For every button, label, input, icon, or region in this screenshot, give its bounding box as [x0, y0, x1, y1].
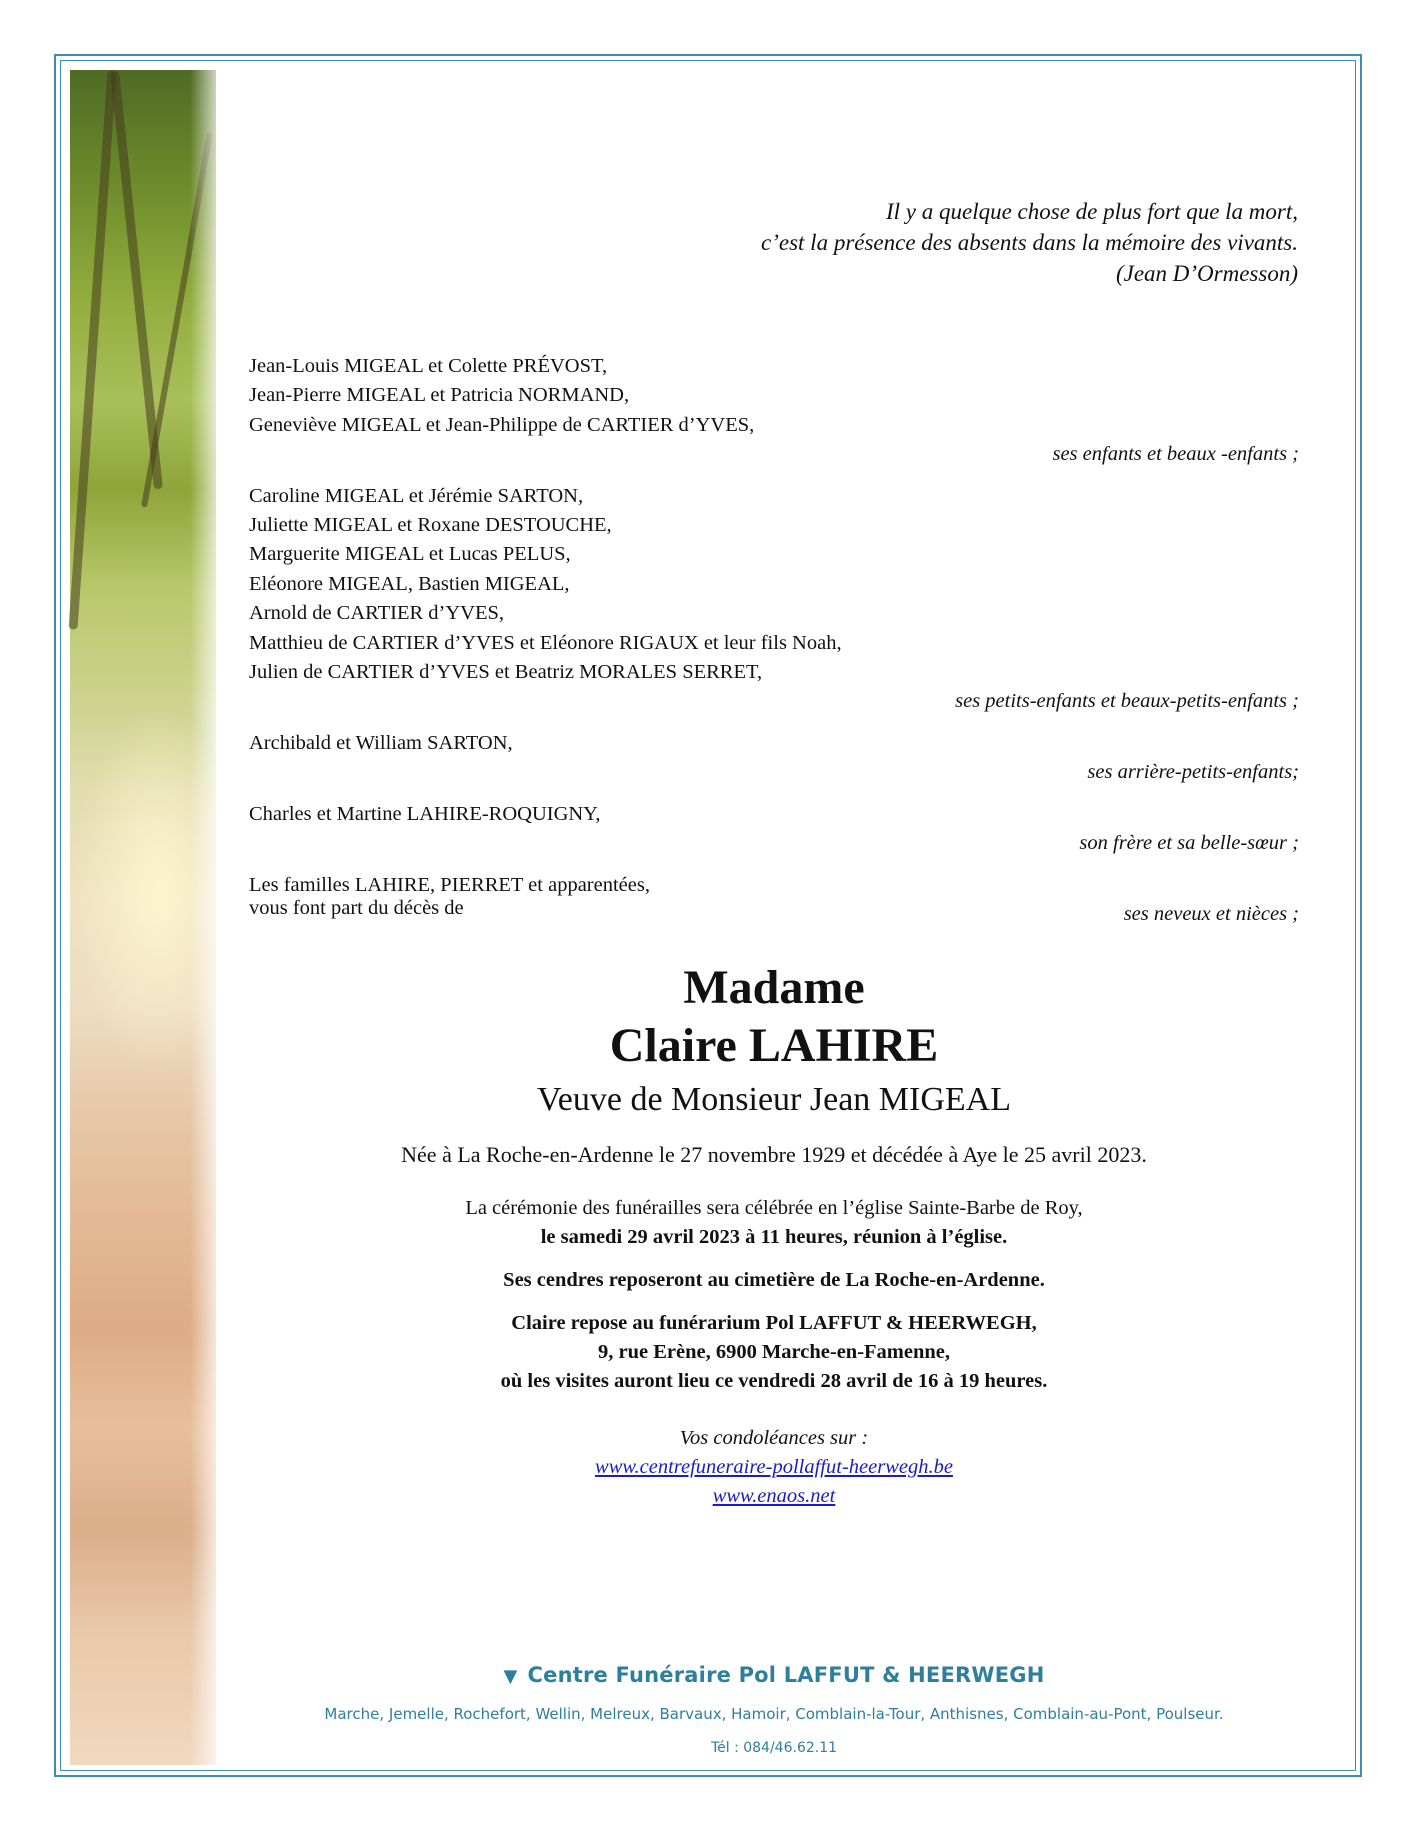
family-line: Jean-Pierre MIGEAL et Patricia NORMAND, — [249, 384, 630, 407]
visitation-line-2: 9, rue Erène, 6900 Marche-en-Famenne, — [597, 1341, 951, 1363]
condolences — [249, 1424, 1299, 1511]
condolences-link-enaos[interactable]: www.enaos.net — [712, 1485, 836, 1507]
widow-of: Veuve de Monsieur Jean MIGEAL — [537, 1081, 1011, 1118]
announcement: vous font part du décès de — [249, 897, 464, 919]
ceremony-info — [249, 1194, 1299, 1252]
forest-path-photo — [70, 70, 216, 1765]
birth-death-dates: Née à La Roche-en-Ardenne le 27 novembre 1929 et décédée à Aye le 25 avril 2023. — [401, 1142, 1147, 1167]
family-line: Marguerite MIGEAL et Lucas PELUS, — [249, 543, 571, 566]
condolences-link-funeral-home[interactable]: www.centrefuneraire-pollaffut-heerwegh.be — [595, 1456, 953, 1478]
funeral-home-footer — [249, 1663, 1299, 1756]
branch-towns: Marche, Jemelle, Rochefort, Wellin, Melreux, Barvaux, Hamoir, Comblain-la-Tour, Anthisnes, Comblain-au-Pont, Poulseur. — [324, 1705, 1224, 1723]
visitation-line-3: où les visites auront lieu ce vendredi 28 avril de 16 à 19 heures. — [500, 1370, 1048, 1392]
deceased-title: Madame — [683, 961, 865, 1014]
family-list — [249, 352, 1299, 929]
family-line: Geneviève MIGEAL et Jean-Philippe de CARTIER d’YVES, — [249, 413, 755, 436]
quote-line-2: c’est la présence des absents dans la mémoire des vivants. — [761, 230, 1298, 255]
family-line: Juliette MIGEAL et Roxane DESTOUCHE, — [249, 514, 612, 537]
visitation-info — [249, 1309, 1299, 1396]
company-name-row — [249, 1663, 1299, 1687]
triangle-down-icon: ▼ — [503, 1666, 518, 1687]
epitaph-quote — [761, 196, 1298, 289]
family-line: Matthieu de CARTIER d’YVES et Eléonore RIGAUX et leur fils Noah, — [249, 631, 842, 654]
deceased-name: Claire LAHIRE — [609, 1019, 939, 1072]
relation-label: ses enfants et beaux -enfants ; — [1052, 443, 1299, 466]
family-line: Charles et Martine LAHIRE-ROQUIGNY, — [249, 802, 601, 825]
family-line: Caroline MIGEAL et Jérémie SARTON, — [249, 484, 584, 507]
visitation-line-1: Claire repose au funérarium Pol LAFFUT & HEERWEGH, — [511, 1312, 1037, 1334]
family-line: Jean-Louis MIGEAL et Colette PRÉVOST, — [249, 355, 608, 377]
deceased-details — [249, 960, 1299, 1511]
relation-label: ses petits-enfants et beaux-petits-enfants ; — [955, 690, 1299, 713]
family-line: Eléonore MIGEAL, Bastien MIGEAL, — [249, 572, 570, 595]
relation-label: ses neveux et nièces ; — [1123, 902, 1299, 925]
ashes-info: Ses cendres reposeront au cimetière de La Roche-en-Ardenne. — [503, 1269, 1045, 1291]
ceremony-line-2: le samedi 29 avril 2023 à 11 heures, réunion à l’église. — [540, 1226, 1008, 1248]
company-name: Centre Funéraire Pol LAFFUT & HEERWEGH — [527, 1663, 1045, 1687]
family-line: Julien de CARTIER d’YVES et Beatriz MORALES SERRET, — [249, 661, 763, 684]
quote-author: (Jean D’Ormesson) — [1115, 261, 1298, 286]
family-line: Les familles LAHIRE, PIERRET et apparentées, — [249, 873, 650, 896]
relation-label: ses arrière-petits-enfants; — [1087, 761, 1299, 784]
relation-label: son frère et sa belle-sœur ; — [1079, 832, 1299, 855]
ceremony-line-1: La cérémonie des funérailles sera célébrée en l’église Sainte-Barbe de Roy, — [465, 1197, 1083, 1219]
family-line: Archibald et William SARTON, — [249, 731, 513, 754]
family-line: Arnold de CARTIER d’YVES, — [249, 602, 504, 625]
quote-line-1: Il y a quelque chose de plus fort que la mort, — [885, 199, 1298, 224]
condolences-label: Vos condoléances sur : — [679, 1427, 869, 1449]
telephone: Tél : 084/46.62.11 — [710, 1740, 838, 1756]
